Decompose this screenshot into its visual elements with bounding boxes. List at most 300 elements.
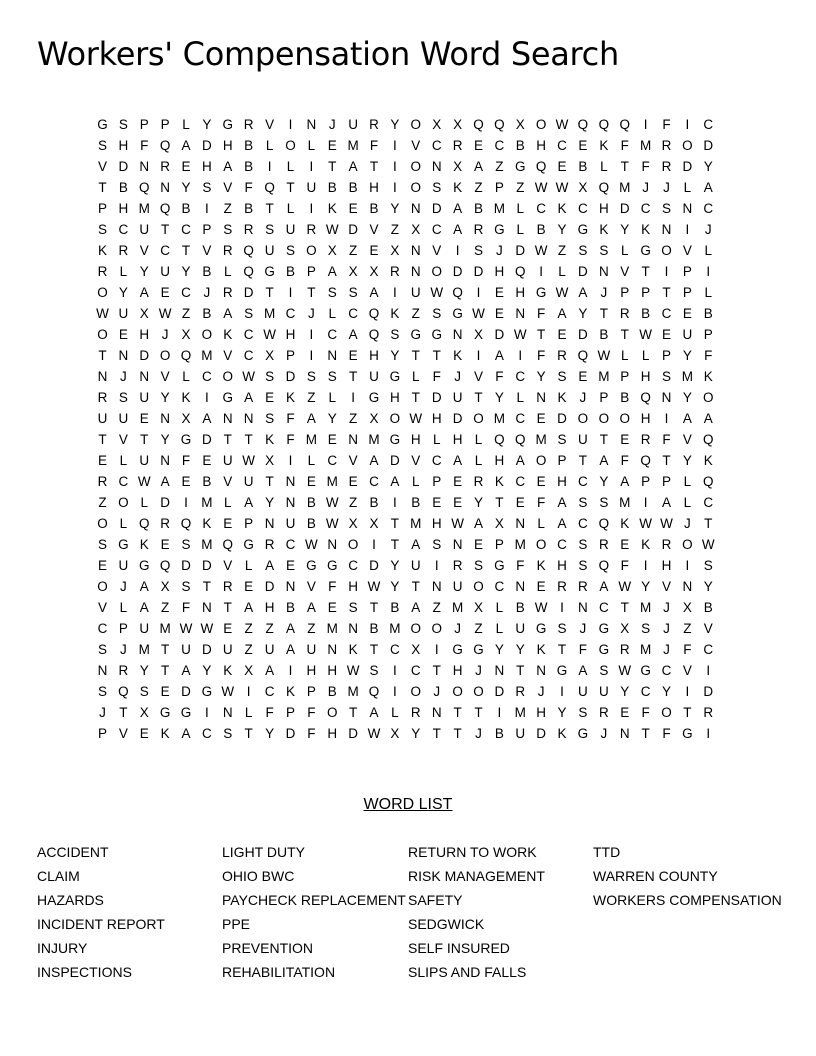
grid-letter: C xyxy=(390,642,400,657)
grid-letter: P xyxy=(641,285,651,300)
grid-letter: Q xyxy=(368,327,380,342)
grid-letter: K xyxy=(453,348,463,363)
grid-letter: A xyxy=(453,453,463,468)
grid-letter: S xyxy=(181,579,191,594)
grid-letter: D xyxy=(243,285,254,300)
grid-letter: E xyxy=(181,474,191,489)
grid-letter: T xyxy=(474,390,483,405)
grid-letter: Y xyxy=(202,663,212,678)
grid-letter: Y xyxy=(265,495,275,510)
grid-letter: X xyxy=(348,264,358,279)
grid-letter: P xyxy=(139,117,149,132)
grid-letter: Y xyxy=(473,495,483,510)
grid-letter: R xyxy=(222,285,233,300)
grid-letter: D xyxy=(557,411,567,426)
grid-letter: I xyxy=(309,201,314,216)
grid-letter: I xyxy=(351,390,356,405)
grid-letter: Q xyxy=(222,537,234,552)
grid-letter: Z xyxy=(390,222,400,237)
grid-letter: E xyxy=(223,516,233,531)
grid-letter: B xyxy=(244,159,254,174)
grid-letter: N xyxy=(348,621,358,636)
grid-letter: D xyxy=(202,558,212,573)
grid-letter: M xyxy=(138,201,150,216)
grid-letter: X xyxy=(515,117,525,132)
grid-letter: T xyxy=(140,432,149,447)
grid-letter: O xyxy=(452,684,463,699)
grid-letter: K xyxy=(202,516,212,531)
page-title: Workers' Compensation Word Search xyxy=(37,35,619,73)
grid-letter: C xyxy=(348,306,358,321)
grid-letter: B xyxy=(244,201,254,216)
grid-letter: L xyxy=(224,264,232,279)
grid-letter: L xyxy=(286,201,295,216)
grid-letter: L xyxy=(558,264,566,279)
grid-letter: T xyxy=(265,201,274,216)
grid-letter: N xyxy=(682,579,693,594)
grid-letter: J xyxy=(433,684,441,699)
grid-letter: X xyxy=(682,600,692,615)
grid-letter: W xyxy=(158,306,172,321)
grid-letter: J xyxy=(161,327,169,342)
grid-letter: U xyxy=(578,684,588,699)
grid-letter: X xyxy=(390,726,400,741)
grid-letter: M xyxy=(639,600,652,615)
grid-letter: H xyxy=(222,138,233,153)
grid-letter: Q xyxy=(577,117,589,132)
grid-letter: C xyxy=(243,327,254,342)
grid-letter: R xyxy=(97,474,108,489)
grid-letter: L xyxy=(495,621,504,636)
grid-letter: A xyxy=(348,159,358,174)
grid-letter: D xyxy=(431,201,442,216)
grid-letter: P xyxy=(97,726,107,741)
grid-letter: P xyxy=(160,117,170,132)
word-list-item: HAZARDS xyxy=(37,892,104,908)
grid-letter: A xyxy=(160,474,170,489)
grid-letter: H xyxy=(327,726,338,741)
grid-letter: Z xyxy=(683,621,692,636)
grid-letter: X xyxy=(181,327,191,342)
word-list-item: WORKERS COMPENSATION xyxy=(593,892,782,908)
grid-letter: N xyxy=(264,516,275,531)
grid-letter: Q xyxy=(243,243,254,258)
grid-letter: O xyxy=(703,390,714,405)
grid-letter: R xyxy=(222,579,233,594)
grid-letter: C xyxy=(181,222,191,237)
grid-letter: U xyxy=(222,642,233,657)
grid-letter: E xyxy=(494,285,504,300)
grid-letter: P xyxy=(682,285,692,300)
grid-letter: Z xyxy=(557,243,567,258)
grid-letter: Q xyxy=(368,684,380,699)
grid-letter: R xyxy=(661,159,672,174)
grid-letter: J xyxy=(99,705,106,720)
grid-letter: J xyxy=(203,285,211,300)
grid-letter: E xyxy=(432,495,442,510)
grid-letter: U xyxy=(97,411,108,426)
grid-letter: G xyxy=(410,327,422,342)
grid-letter: V xyxy=(682,243,692,258)
grid-letter: J xyxy=(475,726,482,741)
grid-letter: T xyxy=(704,516,713,531)
grid-letter: J xyxy=(663,600,670,615)
grid-letter: O xyxy=(410,684,422,699)
grid-letter: K xyxy=(641,537,651,552)
grid-letter: B xyxy=(536,222,546,237)
grid-letter: F xyxy=(537,495,546,510)
grid-letter: A xyxy=(369,453,379,468)
grid-letter: W xyxy=(137,474,151,489)
grid-letter: X xyxy=(369,516,379,531)
grid-letter: U xyxy=(452,390,463,405)
grid-letter: R xyxy=(557,579,567,594)
grid-letter: C xyxy=(494,138,505,153)
grid-letter: I xyxy=(476,348,481,363)
grid-letter: Z xyxy=(349,495,358,510)
grid-letter: N xyxy=(160,180,170,195)
grid-letter: V xyxy=(306,579,316,594)
grid-letter: M xyxy=(201,495,213,510)
word-list-item: CLAIM xyxy=(37,868,80,884)
grid-letter: L xyxy=(328,306,336,321)
grid-letter: U xyxy=(306,642,317,657)
grid-letter: K xyxy=(557,726,567,741)
grid-letter: Q xyxy=(138,516,150,531)
grid-letter: I xyxy=(664,264,669,279)
grid-letter: A xyxy=(244,495,254,510)
grid-letter: S xyxy=(432,306,442,321)
grid-letter: L xyxy=(244,558,253,573)
grid-letter: M xyxy=(138,642,150,657)
grid-letter: A xyxy=(285,642,295,657)
grid-letter: G xyxy=(556,663,568,678)
grid-letter: N xyxy=(661,390,672,405)
grid-letter: T xyxy=(599,306,608,321)
grid-letter: Y xyxy=(327,411,337,426)
grid-letter: H xyxy=(202,159,212,174)
grid-letter: G xyxy=(326,558,338,573)
grid-letter: T xyxy=(432,348,441,363)
grid-letter: Q xyxy=(640,453,651,468)
grid-letter: B xyxy=(202,264,212,279)
grid-letter: F xyxy=(140,138,149,153)
grid-letter: K xyxy=(557,201,567,216)
grid-letter: I xyxy=(246,684,251,699)
grid-letter: E xyxy=(181,159,191,174)
grid-letter: N xyxy=(515,579,526,594)
grid-letter: T xyxy=(181,243,191,258)
grid-letter: B xyxy=(285,264,295,279)
grid-letter: I xyxy=(309,348,314,363)
grid-letter: Q xyxy=(159,201,171,216)
grid-letter: I xyxy=(560,600,564,615)
grid-letter: E xyxy=(244,579,254,594)
grid-letter: D xyxy=(160,495,170,510)
grid-letter: N xyxy=(598,264,609,279)
grid-letter: T xyxy=(349,705,358,720)
grid-letter: J xyxy=(119,642,127,657)
grid-letter: T xyxy=(599,432,608,447)
grid-letter: S xyxy=(473,243,483,258)
grid-letter: D xyxy=(494,327,505,342)
grid-letter: K xyxy=(703,453,713,468)
grid-letter: Z xyxy=(349,243,358,258)
grid-letter: N xyxy=(285,474,296,489)
grid-letter: K xyxy=(285,390,295,405)
grid-letter: C xyxy=(327,453,338,468)
grid-letter: W xyxy=(555,117,569,132)
grid-letter: O xyxy=(97,579,108,594)
grid-letter: E xyxy=(223,621,233,636)
grid-letter: W xyxy=(325,222,339,237)
grid-letter: O xyxy=(682,537,693,552)
grid-letter: A xyxy=(306,600,316,615)
word-list-column-2 xyxy=(222,840,406,984)
grid-letter: E xyxy=(160,684,170,699)
grid-letter: U xyxy=(160,264,170,279)
grid-letter: W xyxy=(534,243,548,258)
grid-letter: M xyxy=(389,621,401,636)
grid-letter: L xyxy=(683,474,692,489)
grid-letter: I xyxy=(434,642,439,657)
grid-letter: I xyxy=(706,264,711,279)
grid-letter: E xyxy=(369,243,379,258)
grid-letter: B xyxy=(411,495,421,510)
grid-letter: U xyxy=(118,306,129,321)
grid-letter: T xyxy=(411,390,420,405)
grid-letter: F xyxy=(704,348,713,363)
grid-letter: E xyxy=(578,369,588,384)
grid-letter: T xyxy=(537,327,546,342)
grid-letter: C xyxy=(578,516,588,531)
grid-letter: J xyxy=(495,243,503,258)
grid-letter: A xyxy=(265,663,275,678)
grid-letter: F xyxy=(537,348,546,363)
grid-letter: L xyxy=(286,159,295,174)
grid-letter: G xyxy=(598,621,610,636)
grid-letter: H xyxy=(536,705,547,720)
grid-letter: Y xyxy=(599,474,609,489)
grid-letter: V xyxy=(369,222,379,237)
grid-letter: U xyxy=(139,453,150,468)
grid-letter: M xyxy=(263,306,276,321)
grid-letter: S xyxy=(97,138,107,153)
grid-letter: O xyxy=(598,411,610,426)
grid-letter: J xyxy=(579,621,587,636)
grid-letter: T xyxy=(578,453,588,468)
grid-letter: K xyxy=(494,474,504,489)
grid-letter: W xyxy=(409,411,423,426)
grid-letter: X xyxy=(411,222,421,237)
grid-letter: L xyxy=(516,201,525,216)
grid-letter: P xyxy=(661,474,671,489)
grid-letter: V xyxy=(473,369,483,384)
grid-letter: Q xyxy=(619,117,630,132)
grid-letter: B xyxy=(703,600,713,615)
grid-letter: B xyxy=(369,495,379,510)
grid-letter: G xyxy=(159,705,171,720)
grid-letter: I xyxy=(267,159,272,174)
grid-letter: Q xyxy=(368,306,380,321)
grid-letter: N xyxy=(515,516,526,531)
word-list-column-3 xyxy=(408,840,588,984)
grid-letter: O xyxy=(473,684,484,699)
grid-letter: G xyxy=(598,642,610,657)
grid-letter: Z xyxy=(307,390,316,405)
grid-letter: S xyxy=(223,222,233,237)
grid-letter: S xyxy=(97,222,107,237)
grid-letter: L xyxy=(516,222,525,237)
word-list-item: ACCIDENT xyxy=(37,844,109,860)
grid-letter: Z xyxy=(516,180,525,195)
grid-letter: Y xyxy=(181,180,191,195)
grid-letter: V xyxy=(703,621,713,636)
grid-letter: I xyxy=(184,495,188,510)
grid-letter: T xyxy=(244,726,253,741)
grid-letter: P xyxy=(620,369,630,384)
grid-letter: C xyxy=(118,222,129,237)
grid-letter: V xyxy=(97,159,107,174)
grid-letter: R xyxy=(619,642,630,657)
grid-letter: G xyxy=(640,663,651,678)
grid-letter: F xyxy=(662,726,671,741)
grid-letter: H xyxy=(118,138,129,153)
grid-letter: T xyxy=(98,348,107,363)
grid-letter: I xyxy=(497,705,502,720)
grid-letter: H xyxy=(640,369,651,384)
grid-letter: E xyxy=(557,327,567,342)
grid-letter: A xyxy=(139,600,149,615)
grid-letter: G xyxy=(640,243,651,258)
grid-letter: C xyxy=(515,411,526,426)
grid-letter: O xyxy=(431,621,442,636)
grid-letter: O xyxy=(347,537,359,552)
grid-letter: A xyxy=(202,411,212,426)
grid-letter: O xyxy=(431,264,442,279)
grid-letter: Y xyxy=(703,159,713,174)
grid-letter: D xyxy=(139,348,150,363)
grid-letter: Z xyxy=(160,600,170,615)
grid-letter: E xyxy=(160,537,170,552)
grid-letter: W xyxy=(367,726,381,741)
grid-letter: W xyxy=(597,348,611,363)
grid-letter: T xyxy=(160,222,170,237)
grid-letter: Y xyxy=(390,201,400,216)
grid-letter: H xyxy=(139,327,150,342)
grid-letter: C xyxy=(703,495,714,510)
grid-letter: F xyxy=(641,159,650,174)
grid-letter: D xyxy=(578,264,588,279)
grid-letter: X xyxy=(139,705,149,720)
grid-letter: U xyxy=(118,558,129,573)
grid-letter: A xyxy=(515,453,525,468)
grid-letter: V xyxy=(661,579,671,594)
grid-letter: S xyxy=(265,369,275,384)
grid-letter: R xyxy=(557,348,567,363)
grid-letter: U xyxy=(348,117,358,132)
grid-letter: T xyxy=(662,285,671,300)
grid-letter: A xyxy=(494,348,504,363)
word-list-item: OHIO BWC xyxy=(222,868,295,884)
grid-letter: O xyxy=(306,243,317,258)
grid-letter: E xyxy=(536,474,546,489)
grid-letter: V xyxy=(97,600,107,615)
grid-letter: A xyxy=(473,516,483,531)
grid-letter: X xyxy=(453,159,463,174)
grid-letter: H xyxy=(264,600,275,615)
grid-letter: F xyxy=(662,117,671,132)
grid-letter: B xyxy=(327,180,337,195)
grid-letter: O xyxy=(682,138,693,153)
grid-letter: S xyxy=(557,621,567,636)
grid-letter: U xyxy=(139,222,150,237)
grid-letter: I xyxy=(685,558,690,573)
grid-letter: Y xyxy=(202,117,212,132)
grid-letter: P xyxy=(494,180,504,195)
grid-letter: M xyxy=(347,684,359,699)
grid-letter: T xyxy=(307,285,316,300)
grid-letter: Q xyxy=(515,432,526,447)
grid-letter: B xyxy=(348,180,358,195)
grid-letter: R xyxy=(598,537,609,552)
grid-letter: C xyxy=(160,243,170,258)
grid-letter: S xyxy=(97,537,107,552)
grid-letter: C xyxy=(285,306,296,321)
grid-letter: Q xyxy=(535,159,547,174)
grid-letter: A xyxy=(411,600,421,615)
grid-letter: N xyxy=(410,264,421,279)
grid-letter: G xyxy=(180,705,192,720)
grid-letter: N xyxy=(306,117,317,132)
grid-letter: X xyxy=(411,642,421,657)
grid-letter: A xyxy=(139,579,149,594)
grid-letter: T xyxy=(369,159,379,174)
grid-letter: E xyxy=(160,285,170,300)
grid-letter: V xyxy=(202,243,212,258)
grid-letter: O xyxy=(389,411,401,426)
grid-letter: Y xyxy=(661,684,671,699)
grid-letter: D xyxy=(515,243,526,258)
grid-letter: I xyxy=(539,264,544,279)
grid-letter: C xyxy=(118,474,129,489)
grid-letter: G xyxy=(452,306,463,321)
grid-letter: N xyxy=(682,201,693,216)
grid-letter: M xyxy=(305,432,317,447)
grid-letter: T xyxy=(369,642,379,657)
grid-letter: Z xyxy=(244,621,253,636)
grid-letter: S xyxy=(557,369,567,384)
grid-letter: Z xyxy=(411,306,420,321)
grid-letter: F xyxy=(537,306,546,321)
grid-letter: Q xyxy=(452,285,463,300)
grid-letter: C xyxy=(703,642,714,657)
grid-letter: M xyxy=(347,138,359,153)
grid-letter: L xyxy=(641,348,650,363)
grid-letter: A xyxy=(473,159,483,174)
grid-letter: H xyxy=(431,516,442,531)
grid-letter: Q xyxy=(598,117,610,132)
grid-letter: Z xyxy=(181,306,191,321)
grid-letter: V xyxy=(223,474,233,489)
grid-letter: P xyxy=(641,474,651,489)
grid-letter: L xyxy=(244,705,253,720)
grid-letter: K xyxy=(620,516,630,531)
grid-letter: C xyxy=(661,663,672,678)
grid-letter: G xyxy=(97,117,108,132)
grid-letter: A xyxy=(578,285,588,300)
grid-letter: U xyxy=(264,642,275,657)
